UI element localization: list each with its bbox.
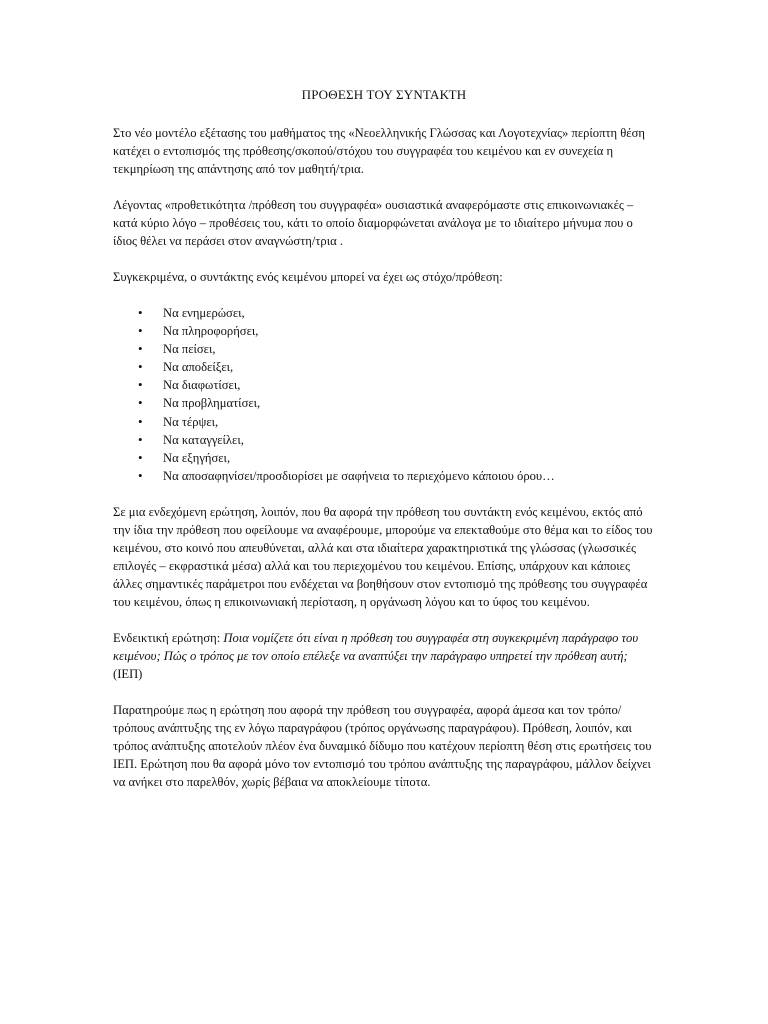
list-item: • Να πληροφορήσει, [113, 322, 655, 340]
list-item: • Να τέρψει, [113, 413, 655, 431]
document-title: ΠΡΟΘΕΣΗ ΤΟΥ ΣΥΝΤΑΚΤΗ [301, 87, 467, 102]
paragraph-intro: Στο νέο μοντέλο εξέτασης του μαθήματος της «Νεοελληνικής Γλώσσας και Λογοτεχνίας» περίοπτη θέση κατέχει ο εντοπισμός της πρόθεσης/σκοπού/στόχου του συγγραφέα του κειμένου και εν συνεχεία η τεκμηρίωση της απάντησης από τον μαθητή/τρια. [113, 126, 645, 176]
list-item: • Να αποσαφηνίσει/προσδιορίσει με σαφήνεια το περιεχόμενο κάποιου όρου… [113, 467, 655, 485]
paragraph-sample-question [113, 629, 655, 683]
paragraph-question-scope: Σε μια ενδεχόμενη ερώτηση, λοιπόν, που θα αφορά την πρόθεση του συντάκτη ενός κειμένου, εκτός από την ίδια την πρόθεση που οφείλουμε να αναφέρουμε, μπορούμε να επεκταθούμε στο θέμα και το είδος του κειμένου, στο κοινό που απευθύνεται, αλλά και στα ιδιαίτερα χαρακτηριστικά της γλώσσας (γλωσσικές επιλογές – εκφραστικά μέσα) αλλά και του περιεχομένου του κειμένου. Επίσης, υπάρχουν και κάποιες άλλες σημαντικές παράμετροι που ενδέχεται να βοηθήσουν στον εντοπισμό της πρόθεσης του συγγραφέα του κειμένου, όπως η επικοινωνιακή περίσταση, η οργάνωση λόγου και το ύφος του κειμένου. [113, 504, 653, 609]
list-item: • Να προβληματίσει, [113, 394, 655, 412]
sample-question-tag: (ΙΕΠ) [113, 666, 143, 681]
document-body [113, 86, 655, 809]
paragraph-list-intro: Συγκεκριμένα, ο συντάκτης ενός κειμένου μπορεί να έχει ως στόχο/πρόθεση: [113, 270, 503, 284]
paragraph-conclusion: Παρατηρούμε πως η ερώτηση που αφορά την πρόθεση του συγγραφέα, αφορά άμεσα και τον τρόπο/τρόπους ανάπτυξης της εν λόγω παραγράφου (τρόπος οργάνωσης παραγράφου). Πρόθεση, λοιπόν, και τρόπος ανάπτυξης αποτελούν πλέον ένα δυναμικό δίδυμο που κατέχουν περίοπτη θέση στις ερωτήσεις του ΙΕΠ. Ερώτηση που θα αφορά μόνο τον εντοπισμό του τρόπου ανάπτυξης της παραγράφου, μάλλον δείχνει να ανήκει στο παρελθόν, χωρίς βέβαια να αποκλείουμε τίποτα. [113, 702, 652, 789]
sample-question-text: Ποια νομίζετε ότι είναι η πρόθεση του συγγραφέα στη συγκεκριμένη παράγραφο του κειμένου; Πώς ο τρόπος με τον οποίο επέλεξε να αναπτύξει την παράγραφο υπηρετεί την πρόθεση αυτή; [113, 630, 639, 663]
list-item: • Να ενημερώσει, [113, 304, 655, 322]
sample-question-label: Ενδεικτική ερώτηση: [113, 630, 224, 645]
list-item: • Να καταγγείλει, [113, 431, 655, 449]
list-item: • Να εξηγήσει, [113, 449, 655, 467]
list-item: • Να αποδείξει, [113, 358, 655, 376]
intention-list [113, 304, 655, 485]
list-item: • Να διαφωτίσει, [113, 376, 655, 394]
paragraph-definition: Λέγοντας «προθετικότητα /πρόθεση του συγγραφέα» ουσιαστικά αναφερόμαστε στις επικοινωνιακές – κατά κύριο λόγο – προθέσεις του, κάτι το οποίο διαμορφώνεται ανάλογα με το ιδιαίτερο μήνυμα που ο ίδιος θέλει να περάσει στον αναγνώστη/τρια . [113, 198, 634, 248]
list-item: • Να πείσει, [113, 340, 655, 358]
